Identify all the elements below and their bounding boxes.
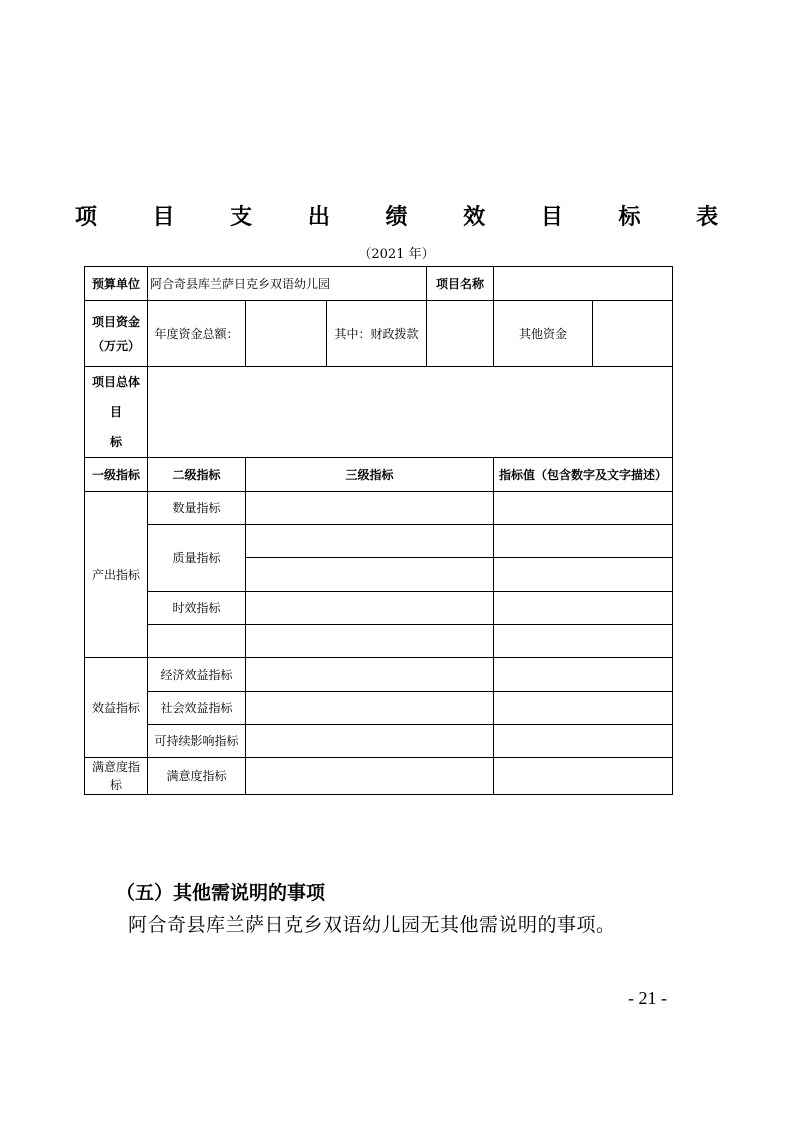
quality-indicator-label: 质量指标 bbox=[148, 525, 246, 592]
table-row bbox=[85, 367, 673, 458]
value-cell bbox=[494, 658, 673, 692]
value-cell bbox=[494, 525, 673, 558]
satisfaction-level1-label: 满意度指标 bbox=[85, 758, 148, 795]
project-funds-label-line2: （万元） bbox=[91, 338, 140, 353]
header-level3: 三级指标 bbox=[246, 458, 494, 492]
value-cell bbox=[494, 592, 673, 625]
performance-target-table bbox=[84, 266, 673, 795]
level3-cell bbox=[246, 692, 494, 725]
table-row bbox=[85, 725, 673, 758]
satisfaction-level2-label: 满意度指标 bbox=[148, 758, 246, 795]
project-name-label: 项目名称 bbox=[427, 267, 494, 301]
annual-total-label: 年度资金总额： bbox=[148, 301, 246, 367]
budget-unit-value: 阿合奇县库兰萨日克乡双语幼儿园 bbox=[148, 267, 427, 301]
section-paragraph: 阿合奇县库兰萨日克乡双语幼儿园无其他需说明的事项。 bbox=[128, 914, 616, 936]
overall-goal-label bbox=[85, 367, 148, 458]
level3-cell bbox=[246, 592, 494, 625]
level3-cell bbox=[246, 492, 494, 525]
overall-goal-value bbox=[148, 367, 673, 458]
page-number: - 21 - bbox=[628, 988, 667, 1008]
annual-total-value bbox=[246, 301, 327, 367]
table-row bbox=[85, 525, 673, 558]
overall-goal-label-line1: 项目总体目 bbox=[91, 375, 140, 419]
economic-benefit-label: 经济效益指标 bbox=[148, 658, 246, 692]
table-row bbox=[85, 658, 673, 692]
level3-cell bbox=[246, 758, 494, 795]
page-title: 项 目 支 出 绩 效 目 标 表 bbox=[74, 204, 743, 230]
value-cell bbox=[494, 558, 673, 592]
overall-goal-label-line2: 标 bbox=[109, 435, 122, 449]
benefit-indicator-label: 效益指标 bbox=[85, 658, 148, 758]
table-row bbox=[85, 592, 673, 625]
table-row bbox=[85, 692, 673, 725]
year-subtitle: （2021 年） bbox=[358, 247, 435, 262]
sustainable-impact-label: 可持续影响指标 bbox=[148, 725, 246, 758]
blank-level2-cell bbox=[148, 625, 246, 658]
table-row bbox=[85, 267, 673, 301]
other-funds-value bbox=[593, 301, 673, 367]
fiscal-allocation-value bbox=[427, 301, 494, 367]
project-funds-label-line1: 项目资金 bbox=[91, 314, 140, 329]
level3-cell bbox=[246, 625, 494, 658]
header-value: 指标值（包含数字及文字描述） bbox=[494, 458, 673, 492]
timeliness-indicator-label: 时效指标 bbox=[148, 592, 246, 625]
level3-cell bbox=[246, 525, 494, 558]
budget-unit-label: 预算单位 bbox=[85, 267, 148, 301]
level3-cell bbox=[246, 725, 494, 758]
level3-cell bbox=[246, 558, 494, 592]
table-row bbox=[85, 625, 673, 658]
fiscal-allocation-label: 其中：财政拨款 bbox=[327, 301, 427, 367]
table-row bbox=[85, 492, 673, 525]
value-cell bbox=[494, 758, 673, 795]
quantity-indicator-label: 数量指标 bbox=[148, 492, 246, 525]
level3-cell bbox=[246, 658, 494, 692]
value-cell bbox=[494, 492, 673, 525]
table-row bbox=[85, 301, 673, 367]
section-heading: （五）其他需说明的事项 bbox=[116, 882, 326, 904]
project-name-value bbox=[494, 267, 673, 301]
header-level2: 二级指标 bbox=[148, 458, 246, 492]
value-cell bbox=[494, 725, 673, 758]
social-benefit-label: 社会效益指标 bbox=[148, 692, 246, 725]
table-header-row bbox=[85, 458, 673, 492]
header-level1: 一级指标 bbox=[85, 458, 148, 492]
value-cell bbox=[494, 625, 673, 658]
output-indicator-label: 产出指标 bbox=[85, 492, 148, 658]
other-funds-label: 其他资金 bbox=[494, 301, 593, 367]
value-cell bbox=[494, 692, 673, 725]
project-funds-label bbox=[85, 301, 148, 367]
table-row bbox=[85, 758, 673, 795]
